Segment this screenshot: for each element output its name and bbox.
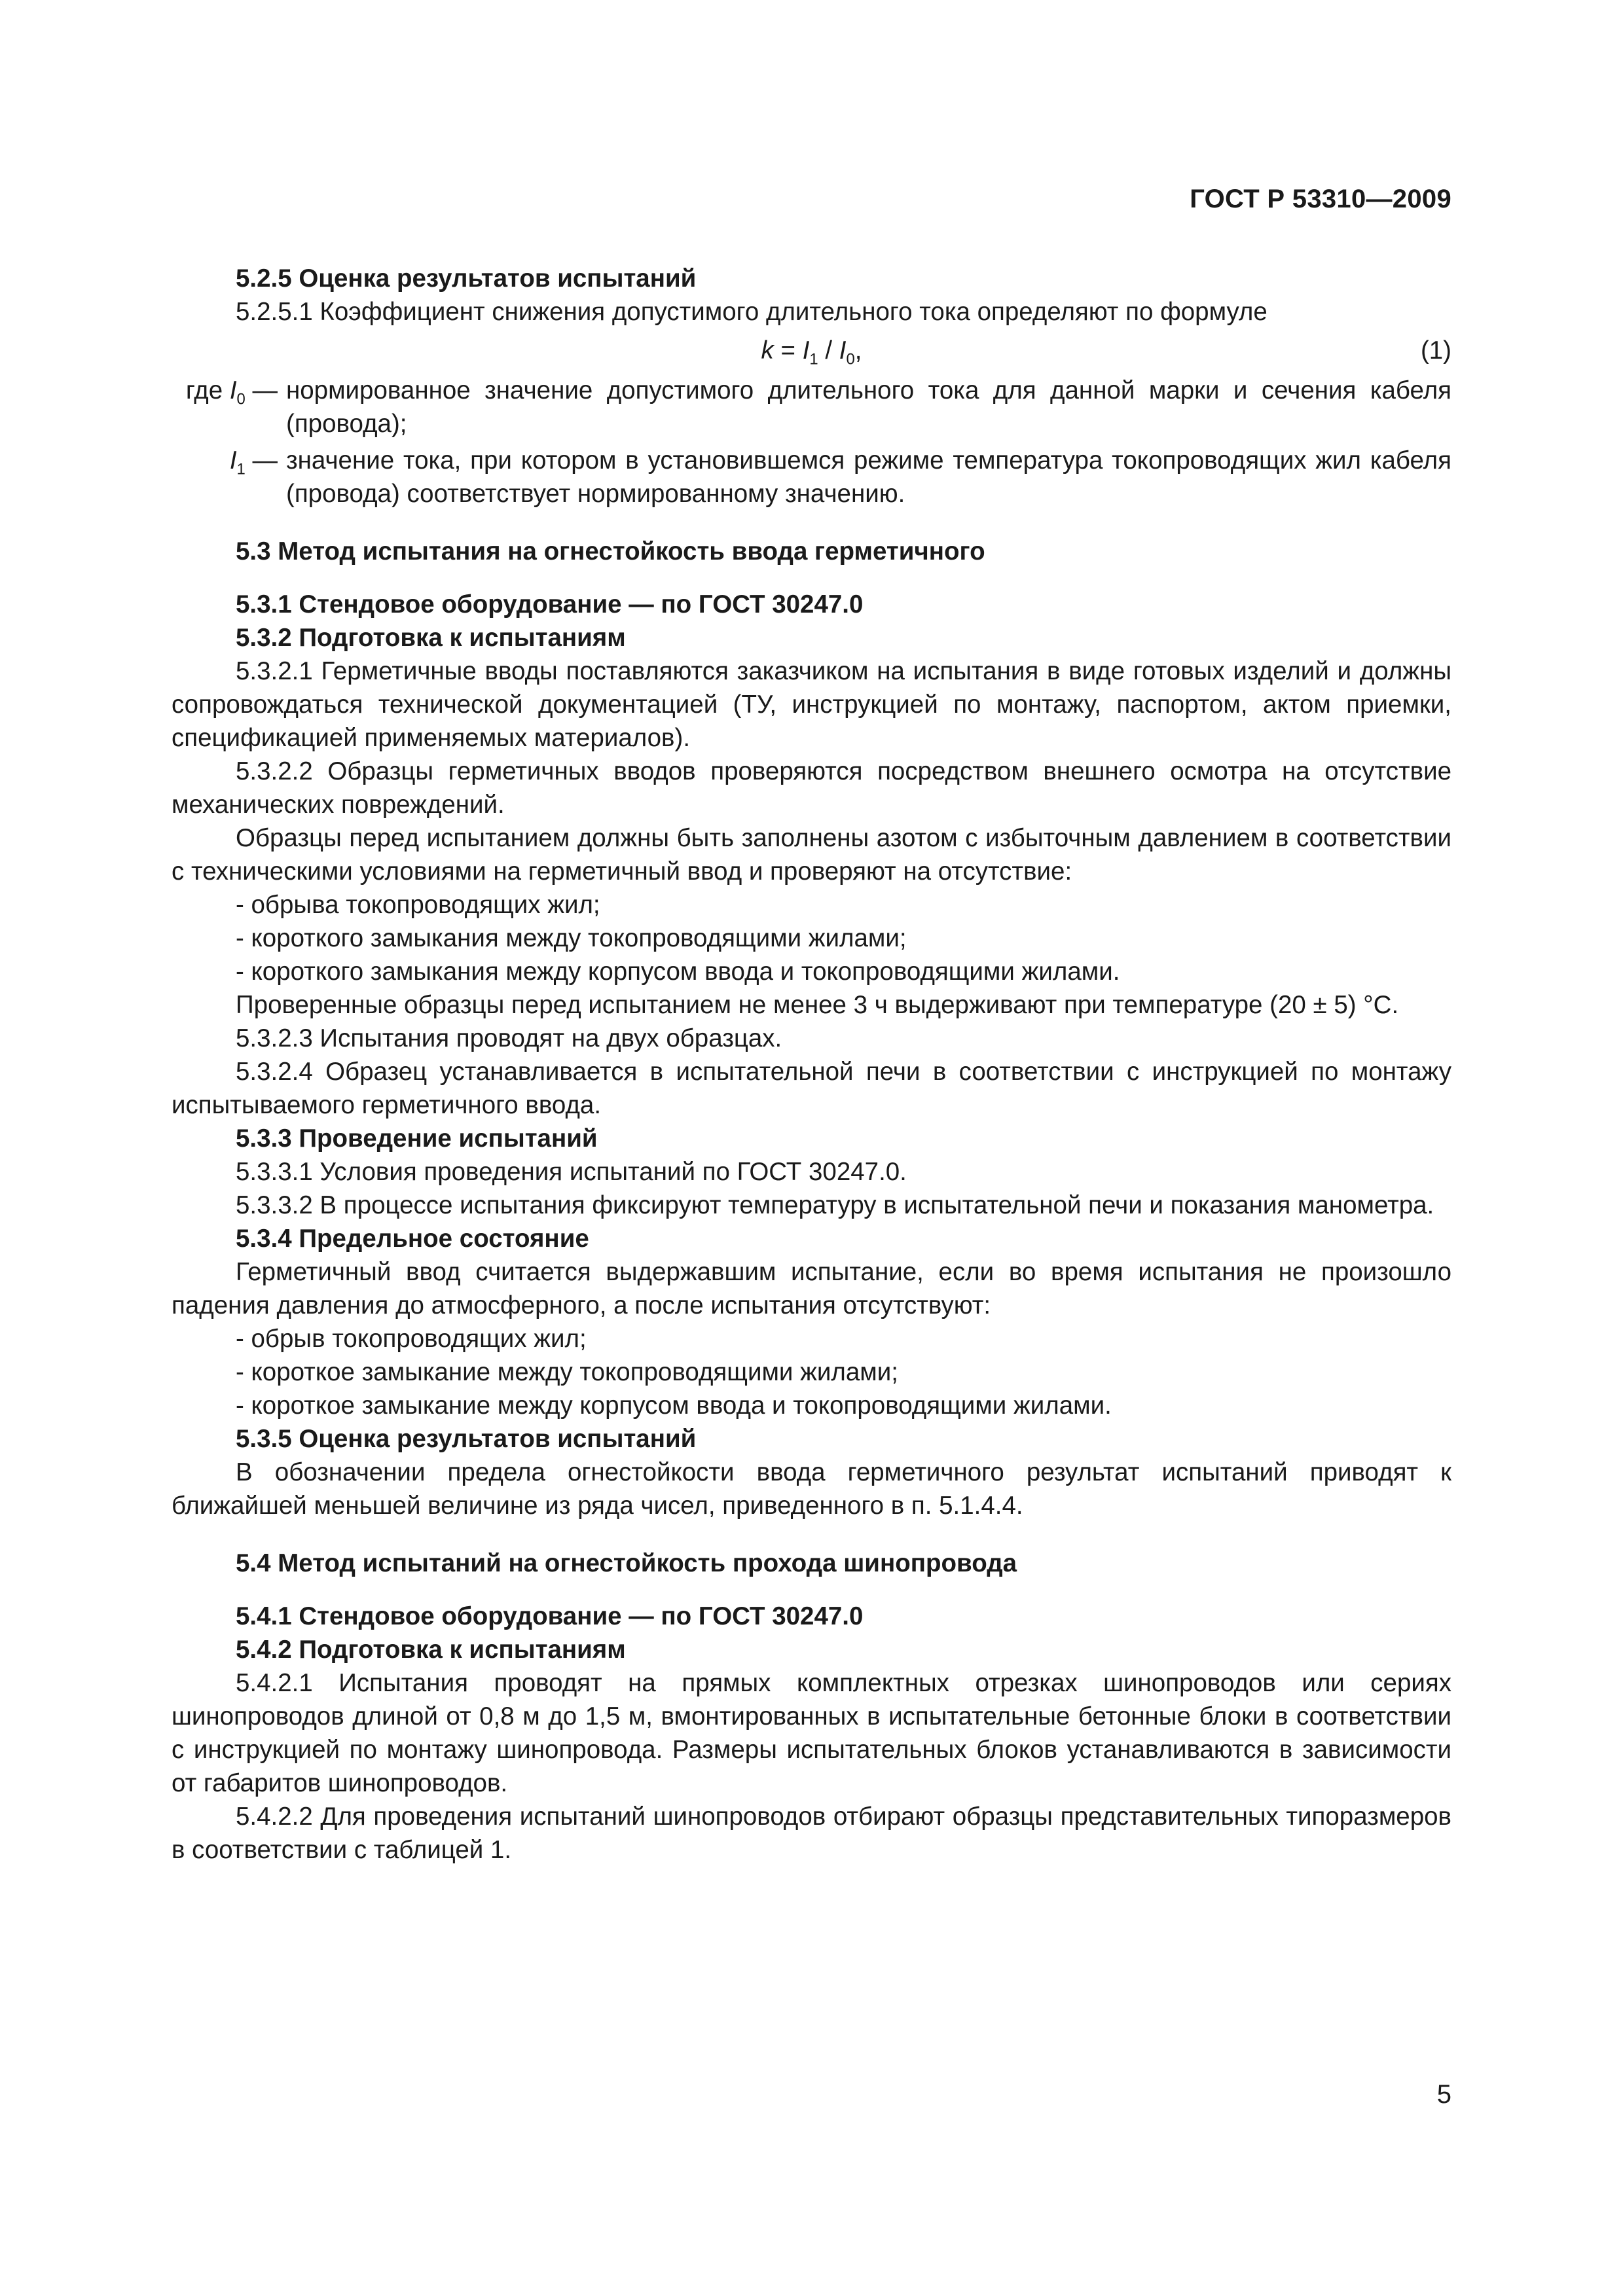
list-item: - короткого замыкания между корпусом ввода и токопроводящими жилами. [236, 958, 1120, 986]
list-item: - обрыв токопроводящих жил; [236, 1325, 587, 1353]
where-definition-i1 [172, 444, 1451, 511]
where-label-i0: где $I_0$ — [185, 376, 278, 408]
paragraph-5-3-2-1: 5.3.2.1 Герметичные вводы поставляются заказчиком на испытания в виде готовых изделий и должны сопровождаться технической документацией (ТУ, инструкцией по монтажу, паспортом, актом приемки, спецификацией применяемых материалов). [172, 657, 1451, 752]
list-item: - короткого замыкания между токопроводящими жилами; [236, 924, 907, 952]
paragraph-5-3-2-2: 5.3.2.2 Образцы герметичных вводов проверяются посредством внешнего осмотра на отсутствие механических повреждений. [172, 757, 1451, 819]
page-number: 5 [1436, 2080, 1451, 2109]
section-5-3-4-heading: 5.3.4 Предельное состояние [236, 1225, 589, 1253]
section-5-4-1-heading: 5.4.1 Стендовое оборудование — по ГОСТ 30247.0 [236, 1602, 864, 1630]
document-body [172, 262, 1451, 1867]
paragraph-5-3-2-4: 5.3.2.4 Образец устанавливается в испытательной печи в соответствии с инструкцией по монтажу испытываемого герметичного ввода. [172, 1058, 1451, 1119]
paragraph-5-4-2-2: 5.4.2.2 Для проведения испытаний шинопроводов отбирают образцы представительных типоразмеров в соответствии с таблицей 1. [172, 1803, 1451, 1864]
list-item: - короткое замыкание между корпусом ввода и токопроводящими жилами. [236, 1391, 1112, 1420]
section-5-3-1-heading: 5.3.1 Стендовое оборудование — по ГОСТ 30247.0 [236, 590, 864, 619]
section-5-3-5-heading: 5.3.5 Оценка результатов испытаний [236, 1425, 697, 1453]
section-5-3-heading: 5.3 Метод испытания на огнестойкость ввода герметичного [236, 537, 985, 565]
where-definition-i0 [172, 374, 1451, 440]
section-5-4-heading: 5.4 Метод испытаний на огнестойкость прохода шинопровода [236, 1549, 1017, 1577]
paragraph-5-3-3-2: 5.3.3.2 В процессе испытания фиксируют температуру в испытательной печи и показания манометра. [236, 1191, 1434, 1219]
paragraph-5-2-5-1: 5.2.5.1 Коэффициент снижения допустимого длительного тока определяют по формуле [236, 298, 1267, 326]
formula-expression: $k = I_1 / I_0$, [761, 336, 862, 368]
paragraph-nitrogen-fill: Образцы перед испытанием должны быть заполнены азотом с избыточным давлением в соответствии с техническими условиями на герметичный ввод и проверяют на отсутствие: [172, 824, 1451, 886]
list-item: - обрыва токопроводящих жил; [236, 891, 600, 919]
formula-1 [172, 334, 1451, 367]
where-label-i1: $I_1$ — [229, 446, 278, 478]
paragraph-5-3-3-1: 5.3.3.1 Условия проведения испытаний по ГОСТ 30247.0. [236, 1158, 907, 1186]
paragraph-conditioning: Проверенные образцы перед испытанием не менее 3 ч выдерживают при температуре (20 ± 5) °С. [236, 991, 1399, 1019]
where-text-i0: нормированное значение допустимого длительного тока для данной марки и сечения кабеля (провода); [286, 376, 1451, 438]
document-code-header: ГОСТ Р 53310—2009 [1190, 185, 1451, 213]
where-text-i1: значение тока, при котором в установившемся режиме температура токопроводящих жил кабеля (провода) соответствует нормированному значению. [286, 446, 1451, 508]
paragraph-5-3-5: В обозначении предела огнестойкости ввода герметичного результат испытаний приводят к ближайшей меньшей величине из ряда чисел, приведенного в п. 5.1.4.4. [172, 1458, 1451, 1520]
paragraph-5-3-4: Герметичный ввод считается выдержавшим испытание, если во время испытания не произошло падения давления до атмосферного, а после испытания отсутствуют: [172, 1258, 1451, 1319]
paragraph-5-4-2-1: 5.4.2.1 Испытания проводят на прямых комплектных отрезках шинопроводов или сериях шинопроводов длиной от 0,8 м до 1,5 м, вмонтированных в испытательные бетонные блоки в соответствии с инструкцией по монтажу шинопровода. Размеры испытательных блоков устанавливаются в зависимости от габаритов шинопроводов. [172, 1669, 1451, 1797]
section-5-3-2-heading: 5.3.2 Подготовка к испытаниям [236, 624, 626, 652]
section-5-4-2-heading: 5.4.2 Подготовка к испытаниям [236, 1636, 626, 1664]
paragraph-5-3-2-3: 5.3.2.3 Испытания проводят на двух образцах. [236, 1024, 782, 1052]
section-5-2-5-heading: 5.2.5 Оценка результатов испытаний [236, 264, 697, 293]
formula-number: (1) [1420, 336, 1451, 365]
section-5-3-3-heading: 5.3.3 Проведение испытаний [236, 1124, 598, 1153]
list-item: - короткое замыкание между токопроводящими жилами; [236, 1358, 898, 1386]
